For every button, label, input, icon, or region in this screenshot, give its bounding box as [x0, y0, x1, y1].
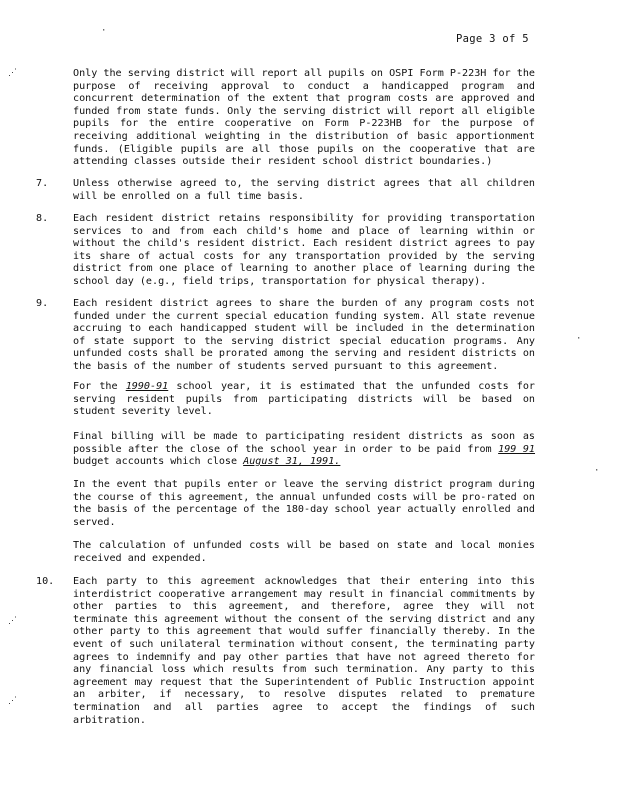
- scan-speck: ⋰: [8, 616, 17, 626]
- estimate-text-post: school year, it is estimated that the unfunded costs for serving resident pupils from participating districts will be based on student severity level.: [73, 381, 536, 418]
- paragraph-reporting: Only the serving district will report all pupils on OSPI Form P-223H for the purpose of receiving approval to conduct a handicapped program and concurrent determination of the extent that program costs are approved and funded from state funds. Only the serving district will report all eligible pupils for the entire cooperative on Form P-223HB for the purpose of receiving additional weighting in the distribution of basic apportionment funds. (Eligible pupils are all those pupils on the cooperative that are attending classes outside their resident school district boundaries.): [73, 68, 535, 168]
- item-number-9: 9.: [36, 298, 49, 309]
- paragraph-item-9: Each resident district agrees to share the burden of any program costs not funded under the current special education funding system. All state revenue accruing to each handicapped student will be included in the determination of state support to the serving district special education programs. Any unfunded costs shall be prorated among the serving and resident districts on the basis of the number of students served pursuant to this agreement.: [73, 298, 535, 372]
- paragraph-proration: In the event that pupils enter or leave the serving district program during the course of this agreement, the annual unfunded costs will be pro-rated on the basis of the percentage of the 180-day school year actually enrolled and served.: [73, 479, 535, 528]
- budget-year: 199 91: [498, 443, 536, 455]
- school-year: 1990-91: [125, 381, 169, 392]
- scan-speck: ⋰: [8, 68, 17, 78]
- estimate-text-pre: For the: [73, 381, 126, 392]
- scan-speck: ·: [594, 466, 600, 476]
- paragraph-item-10: Each party to this agreement acknowledges that their entering into this interdistrict cooperative arrangement may result in financial commitments by other parties to this agreement, and therefore, agree they will not terminate this agreement without the consent of the serving district and any other party to this agreement that would suffer financially thereby. In the event of such unilateral termination without consent, the terminating party agrees to indemnify and pay other parties that have not agreed thereto for any financial loss which results from such termination. Any party to this agreement may request that the Superintendent of Public Instruction appoint an arbiter, if necessary, to resolve disputes related to premature termination and all parties agree to accept the findings of such arbitration.: [73, 576, 535, 726]
- billing-text-pre: Final billing will be made to participating resident districts as soon as possible after the close of the school year in order to be paid from: [73, 431, 535, 455]
- paragraph-calculation: The calculation of unfunded costs will be based on state and local monies received and expended.: [73, 540, 535, 564]
- close-date: August 31, 1991.: [243, 456, 341, 468]
- scan-speck: ·: [101, 26, 107, 36]
- paragraph-item-7: Unless otherwise agreed to, the serving district agrees that all children will be enrolled on a full time basis.: [73, 178, 535, 202]
- item-number-10: 10.: [36, 576, 55, 587]
- item-number-7: 7.: [36, 178, 49, 189]
- paragraph-billing: [73, 431, 535, 469]
- billing-text-mid: budget accounts which close: [73, 456, 244, 468]
- paragraph-estimate: [73, 381, 535, 419]
- paragraph-item-8: Each resident district retains responsibility for providing transportation services to and from each child's home and place of learning within or without the child's resident district. Each resident district agrees to pay its share of actual costs for any transportation provided by the serving district from one place of learning to another place of learning during the school day (e.g., field trips, transportation for physical therapy).: [73, 213, 535, 287]
- item-number-8: 8.: [36, 213, 49, 224]
- page-number: Page 3 of 5: [456, 33, 529, 45]
- scan-speck: ·: [576, 334, 582, 344]
- scan-speck: ⋰: [8, 696, 17, 706]
